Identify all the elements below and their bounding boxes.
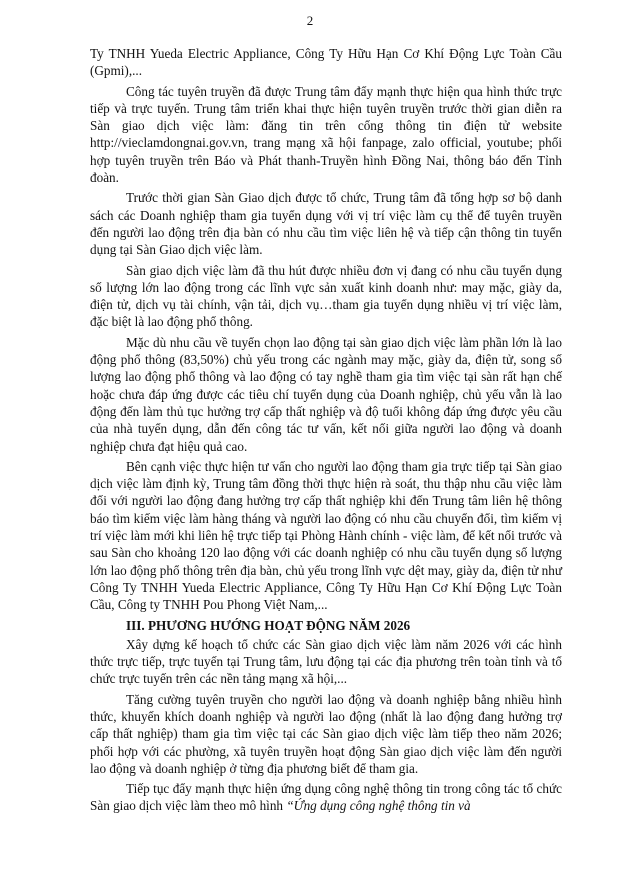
section-heading: III. PHƯƠNG HƯỚNG HOẠT ĐỘNG NĂM 2026 [126, 617, 411, 633]
paragraph-communication: Công tác tuyên truyền đã được Trung tâm đẩy mạnh thực hiện qua hình thức trực tiếp và trực tuyến. Trung tâm triển khai thực hiện tuyên truyền trước thời gian diễn ra Sàn giao dịch việc làm: đăng tin trên cổng thông tin điện tử website http://vieclamdongnai.gov.vn, trang mạng xã hội fanpage, zalo official, youtube; phối hợp tuyên truyền trên Báo và Phát thanh-Truyền hình Đồng Nai, thông báo đến Tỉnh đoàn. [90, 83, 562, 186]
paragraph-it-application [90, 780, 562, 815]
it-application-quote: “Ứng dụng công nghệ thông tin và [286, 798, 471, 814]
paragraph-consulting: Bên cạnh việc thực hiện tư vấn cho người lao động tham gia trực tiếp tại Sàn giao dịch việc làm định kỳ, Trung tâm đồng thời thực hiện rà soát, thu thập nhu cầu việc làm đối với người lao động đang hưởng trợ cấp thất nghiệp khi đến Trung tâm liên hệ thông báo tìm kiếm việc làm hàng tháng và người lao động có nhu cầu chuyển đổi, tìm kiếm vị trí việc làm mới khi liên hệ trực tiếp tại Phòng Hành chính - việc làm, để kết nối trước và sau Sàn cho khoảng 120 lao động với các doanh nghiệp có nhu cầu tuyển dụng số lượng lớn lao động phổ thông trên địa bàn, chủ yếu trong lĩnh vực dệt may, giày da, điện tử như Công Ty TNHH Yueda Electric Appliance, Công Ty Hữu Hạn Cơ Khí Động Lực Toàn Cầu, Công ty TNHH Pou Phong Việt Nam,... [90, 458, 562, 613]
paragraph-promotion: Tăng cường tuyên truyền cho người lao động và doanh nghiệp bằng nhiều hình thức, khuyến khích doanh nghiệp và người lao động (nhất là lao động đang hưởng trợ cấp thất nghiệp) tham gia tìm việc tại các Sàn giao dịch việc làm tiếp theo năm 2026; phối hợp với các phường, xã tuyên truyền hoạt động Sàn giao dịch việc làm đến người lao động và doanh nghiệp ở từng địa phương biết để tham gia. [90, 691, 562, 776]
paragraph-continuation: Ty TNHH Yueda Electric Appliance, Công Ty Hữu Hạn Cơ Khí Động Lực Toàn Cầu (Gpmi),... [90, 46, 562, 79]
paragraph-attraction: Sàn giao dịch việc làm đã thu hút được nhiều đơn vị đang có nhu cầu tuyển dụng số lượng lớn lao động trong các lĩnh vực sản xuất kinh doanh như: may mặc, giày da, điện tử, dịch vụ tài chính, vận tải, dịch vụ…tham gia tuyển dụng nhiều vị trí việc làm, đặc biệt là lao động phổ thông. [90, 262, 562, 330]
paragraph-preparation: Trước thời gian Sàn Giao dịch được tổ chức, Trung tâm đã tổng hợp sơ bộ danh sách các Doanh nghiệp tham gia tuyển dụng với vị trí việc làm cụ thể để tuyên truyền đến người lao động trên địa bàn có nhu cầu tìm việc liên hệ và tiếp cận thông tin tuyển dụng tại Sàn Giao dịch việc làm. [90, 190, 562, 258]
page-number: 2 [306, 13, 314, 28]
paragraph-plan: Xây dựng kế hoạch tổ chức các Sàn giao dịch việc làm năm 2026 với các hình thức trực tiếp, trực tuyến tại Trung tâm, lưu động tại các địa phương trên toàn tỉnh và tổ chức trực tuyến trên các nền tảng mạng xã hội,... [90, 636, 562, 687]
document-body [90, 45, 562, 818]
paragraph-limitations: Mặc dù nhu cầu về tuyển chọn lao động tại sàn giao dịch việc làm phần lớn là lao động phổ thông (83,50%) chủ yếu trong các ngành may mặc, giày da, điện tử, song số lượng lao động phổ thông và lao động có tay nghề tham gia tìm việc tại sàn rất hạn chế hoặc chưa đáp ứng được các tiêu chí tuyển dụng của Doanh nghiệp, chủ yếu vẫn là lao động đến làm thủ tục hưởng trợ cấp thất nghiệp và độ tuổi không đáp ứng được yêu cầu của nhà tuyển dụng, dẫn đến công tác tư vấn, kết nối giữa người lao động và doanh nghiệp chưa đạt hiệu quả cao. [90, 334, 562, 454]
it-application-text: Tiếp tục đẩy mạnh thực hiện ứng dụng công nghệ thông tin trong công tác tổ chức Sàn giao dịch việc làm theo mô hình [90, 781, 562, 814]
